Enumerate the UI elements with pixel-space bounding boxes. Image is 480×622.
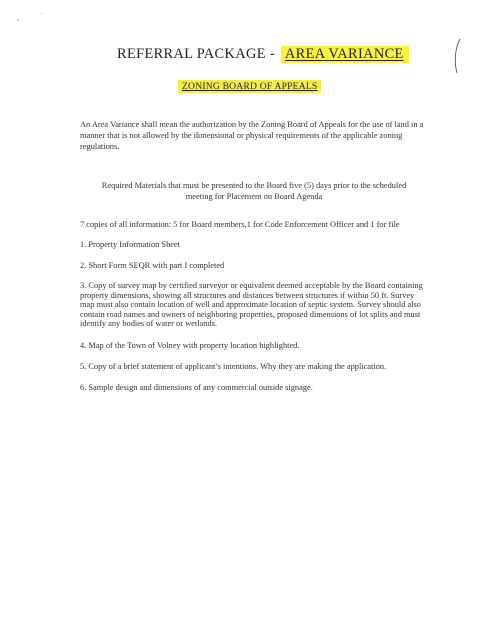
board-subtitle: ZONING BOARD OF APPEALS bbox=[178, 80, 321, 93]
list-item: 2. Short Form SEQR with part I completed bbox=[80, 261, 225, 270]
scan-mark bbox=[40, 12, 44, 15]
copies-line: 7 copies of all information: 5 for Board members,1 for Code Enforcement Officer and 1 for file bbox=[80, 220, 400, 229]
title-prefix: REFERRAL PACKAGE - bbox=[117, 46, 275, 62]
required-materials-note: Required Materials that must be presented to the Board five (5) days prior to the scheduled meeting for Placement on Board Agenda bbox=[101, 181, 407, 201]
scan-speck bbox=[17, 19, 19, 21]
list-item: 5. Copy of a brief statement of applicant’s intentions. Why they are making the application. bbox=[80, 362, 387, 371]
list-item: 4. Map of the Town of Volney with property location highlighted. bbox=[80, 341, 300, 350]
intro-paragraph: An Area Variance shall mean the authorization by the Zoning Board of Appeals for the use of land in a manner that is not allowed by the dimensional or physical requirements of the applicable zoning regulations. bbox=[80, 120, 424, 151]
scan-edge-mark bbox=[452, 38, 462, 74]
document-title bbox=[117, 46, 409, 63]
title-highlight: AREA VARIANCE bbox=[281, 46, 409, 63]
list-item: 3. Copy of survey map by certified surveyor or equivalent deemed acceptable by the Board containing property dimensions, showing all structures and distances between structures if within 50 ft. Survey map must also contain location of well and approximate location of septic system. Survey should also contain road names and owners of neighboring properties, proposed dimensions of lot splits and must identify any bodies of water or wetlands. bbox=[80, 281, 423, 329]
list-item: 6. Sample design and dimensions of any commercial outside signage. bbox=[80, 383, 313, 392]
list-item: 1. Property Information Sheet bbox=[80, 240, 181, 249]
